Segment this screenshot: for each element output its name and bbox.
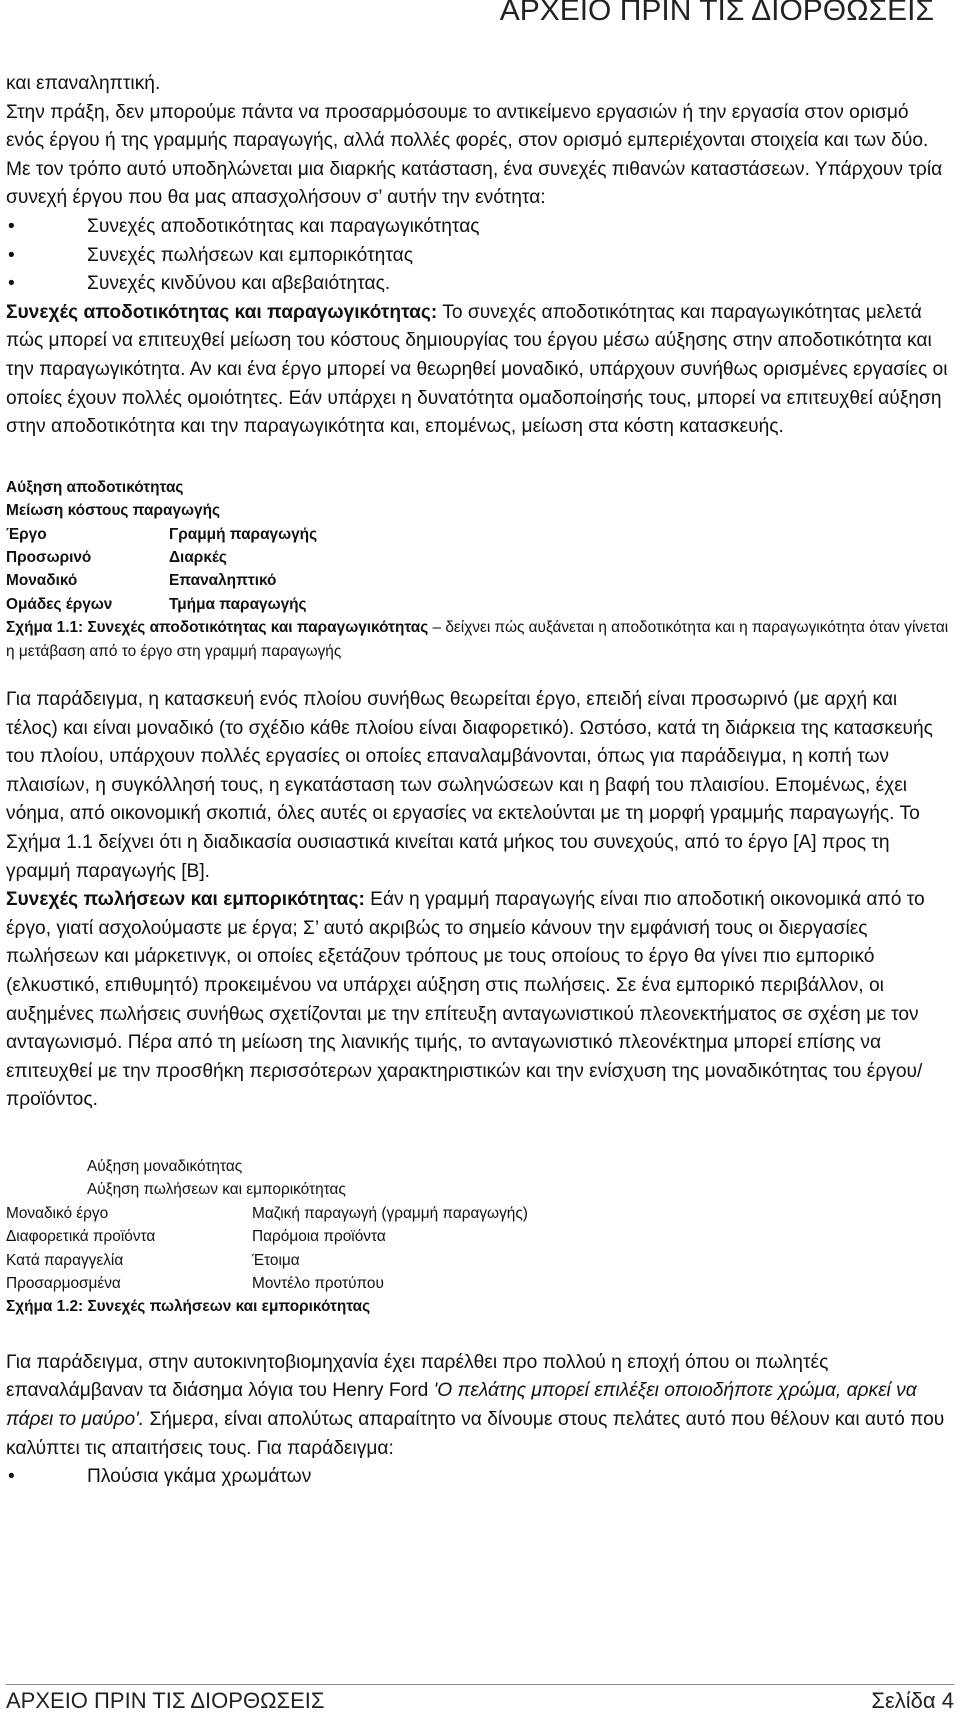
automotive-text-before: Για παράδειγμα, στην αυτοκινητοβιομηχανία έχει παρέλθει προ πολλού η εποχή όπου οι πωλητές επαναλάμβαναν τα διάσημα λόγια του Henry Ford xyxy=(6,1351,829,1402)
figure-2-left-cell: Μοναδικό έργο xyxy=(6,1204,109,1222)
figure-2 xyxy=(6,1155,950,1319)
figure-1 xyxy=(6,476,950,663)
figure-1-right-cell: Επαναληπτικό xyxy=(169,572,277,590)
figure-1-right-cell: Διαρκές xyxy=(169,548,227,566)
figure-1-top-label: Μείωση κόστους παραγωγής xyxy=(6,502,221,520)
figure-2-right-cell: Έτοιμα xyxy=(252,1251,300,1269)
section-sales-paragraph xyxy=(6,886,950,1115)
list-item: • Συνεχές πωλήσεων και εμπορικότητας xyxy=(6,242,950,271)
figure-1-caption xyxy=(6,616,950,663)
figure-1-table xyxy=(6,523,950,617)
intro-line: και επαναληπτική. xyxy=(6,73,161,94)
section-sales-text: Εάν η γραμμή παραγωγής είναι πιο αποδοτική οικονομικά από το έργο, γιατί ασχολούμαστε με έργα; Σ’ αυτό ακριβώς το σημείο κάνουν την εμφάνισή τους οι διεργασίες πωλήσεων και μάρκετινγκ, οι οποίες εξετάζουν τρόπους με τους οποίους το έργο θα γίνει πιο εμπορικό (ελκυστικό, επιθυμητό) προκειμένου να υπάρχει αύξηση στις πωλήσεις. Σε ένα εμπορικό περιβάλλον, οι αυξημένες πωλήσεις συνήθως σχετίζονται με την επίτευξη ανταγωνιστικού πλεονεκτήματος σε σχέση με τον ανταγωνισμό. Πέρα από τη μείωση της λιανικής τιμής, το ανταγωνιστικό πλεονέκτημα μπορεί επίσης να επιτευχθεί με την προσθήκη περισσότερων χαρακτηριστικών και την ενίσχυση της μοναδικότητας του έργου/προϊόντος. xyxy=(6,889,925,1111)
section-efficiency-paragraph xyxy=(6,299,950,442)
figure-1-left-cell: Έργο xyxy=(6,525,47,543)
continuum-list xyxy=(6,213,950,299)
page-header-title: ΑΡΧΕΙΟ ΠΡΙΝ ΤΙΣ ΔΙΟΡΘΩΣΕΙΣ xyxy=(499,0,934,27)
figure-1-right-cell: Τμήμα παραγωγής xyxy=(169,595,307,613)
figure-2-caption: Σχήμα 1.2: Συνεχές πωλήσεων και εμπορικότητας xyxy=(6,1298,371,1316)
figure-2-right-cell: Παρόμοια προϊόντα xyxy=(252,1228,386,1246)
figure-1-left-cell: Μοναδικό xyxy=(6,572,78,590)
list-item: • Συνεχές αποδοτικότητας και παραγωγικότητας xyxy=(6,213,950,242)
automotive-example-paragraph xyxy=(6,1349,950,1463)
figure-1-left-cell: Προσωρινό xyxy=(6,548,92,566)
figure-1-top-label: Αύξηση αποδοτικότητας xyxy=(6,478,184,496)
section-sales-heading: Συνεχές πωλήσεων και εμπορικότητας: xyxy=(6,889,365,911)
figure-1-caption-label: Σχήμα 1.1: Συνεχές αποδοτικότητας και παραγωγικότητας xyxy=(6,619,429,637)
ship-example-paragraph: Για παράδειγμα, η κατασκευή ενός πλοίου συνήθως θεωρείται έργο, επειδή είναι προσωρινό (με αρχή και τέλος) και είναι μοναδικό (το σχέδιο κάθε πλοίου είναι διαφορετικό). Ωστόσο, κατά τη διάρκεια της κατασκευής του πλοίου, υπάρχουν πολλές εργασίες οι οποίες επαναλαμβάνονται, όπως για παράδειγμα, η κοπή των πλαισίων, η συγκόλλησή τους, η εγκατάσταση των σωληνώσεων και η βαφή του πλαισίου. Επομένως, έχει νόημα, από οικονομική σκοπιά, όλες αυτές οι εργασίες να εκτελούνται με τη μορφή γραμμής παραγωγής. Το Σχήμα 1.1 δείχνει ότι η διαδικασία ουσιαστικά κινείται κατά μήκος του συνεχούς, από το έργο [Α] προς τη γραμμή παραγωγής [Β]. xyxy=(6,688,933,882)
figure-1-left-cell: Ομάδες έργων xyxy=(6,595,113,613)
figure-2-left-cell: Προσαρμοσμένα xyxy=(6,1274,121,1292)
page-content xyxy=(6,70,950,1492)
automotive-text-after: Σήμερα, είναι απολύτως απαραίτητο να δίνουμε στους πελάτες αυτό που θέλουν και αυτό που καλύπτει τις απαιτήσεις τους. Για παράδειγμα: xyxy=(6,1408,945,1459)
henry-ford-quote: 'Ο πελάτης μπορεί επιλέξει οποιοδήποτε χρώμα, αρκεί να πάρει το μαύρο'. xyxy=(6,1380,917,1430)
example-list xyxy=(6,1463,950,1492)
figure-2-left-cell: Κατά παραγγελία xyxy=(6,1251,124,1269)
figure-2-table xyxy=(6,1202,950,1296)
section-efficiency-heading: Συνεχές αποδοτικότητας και παραγωγικότητας: xyxy=(6,301,438,323)
footer-divider xyxy=(6,1684,954,1685)
list-item: • Πλούσια γκάμα χρωμάτων xyxy=(6,1463,950,1492)
page-number: Σελίδα 4 xyxy=(871,1688,954,1713)
footer-title: ΑΡΧΕΙΟ ΠΡΙΝ ΤΙΣ ΔΙΟΡΘΩΣΕΙΣ xyxy=(6,1688,325,1713)
figure-2-left-cell: Διαφορετικά προϊόντα xyxy=(6,1228,156,1246)
intro-paragraph: Στην πράξη, δεν μπορούμε πάντα να προσαρμόσουμε το αντικείμενο εργασιών ή την εργασία στον ορισμό ενός έργου ή της γραμμής παραγωγής, αλλά πολλές φορές, στον ορισμό εμπεριέχονται στοιχεία και των δύο. Με τον τρόπο αυτό υποδηλώνεται μια διαρκής κατάσταση, ένα συνεχές πιθανών καταστάσεων. Υπάρχουν τρία συνεχή έργου που θα μας απασχολήσουν σ’ αυτήν την ενότητα: xyxy=(6,101,943,209)
figure-2-top-label: Αύξηση πωλήσεων και εμπορικότητας xyxy=(87,1181,346,1199)
figure-2-top-label: Αύξηση μοναδικότητας xyxy=(87,1157,243,1175)
section-efficiency-text: Το συνεχές αποδοτικότητας και παραγωγικότητας μελετά πώς μπορεί να επιτευχθεί μείωση του κόστους δημιουργίας του έργου μέσω αύξησης στην αποδοτικότητα και την παραγωγικότητα. Αν και ένα έργο μπορεί να θεωρηθεί μοναδικό, υπάρχουν συνήθως ορισμένες εργασίες οι οποίες έχουν πολλές ομοιότητες. Εάν υπάρχει η δυνατότητα ομαδοποίησής τους, μπορεί να επιτευχθεί αύξηση στην αποδοτικότητα και την παραγωγικότητα και, επομένως, μείωση στα κόστη κατασκευής. xyxy=(6,301,948,438)
figure-1-caption-text: – δείχνει πώς αυξάνεται η αποδοτικότητα και η παραγωγικότητα όταν γίνεται η μετάβαση από το έργο στη γραμμή παραγωγής xyxy=(6,619,949,660)
figure-1-right-cell: Γραμμή παραγωγής xyxy=(169,525,318,543)
figure-2-right-cell: Μαζική παραγωγή (γραμμή παραγωγής) xyxy=(252,1204,528,1222)
figure-2-right-cell: Μοντέλο προτύπου xyxy=(252,1274,384,1292)
list-item: • Συνεχές κινδύνου και αβεβαιότητας. xyxy=(6,270,950,299)
